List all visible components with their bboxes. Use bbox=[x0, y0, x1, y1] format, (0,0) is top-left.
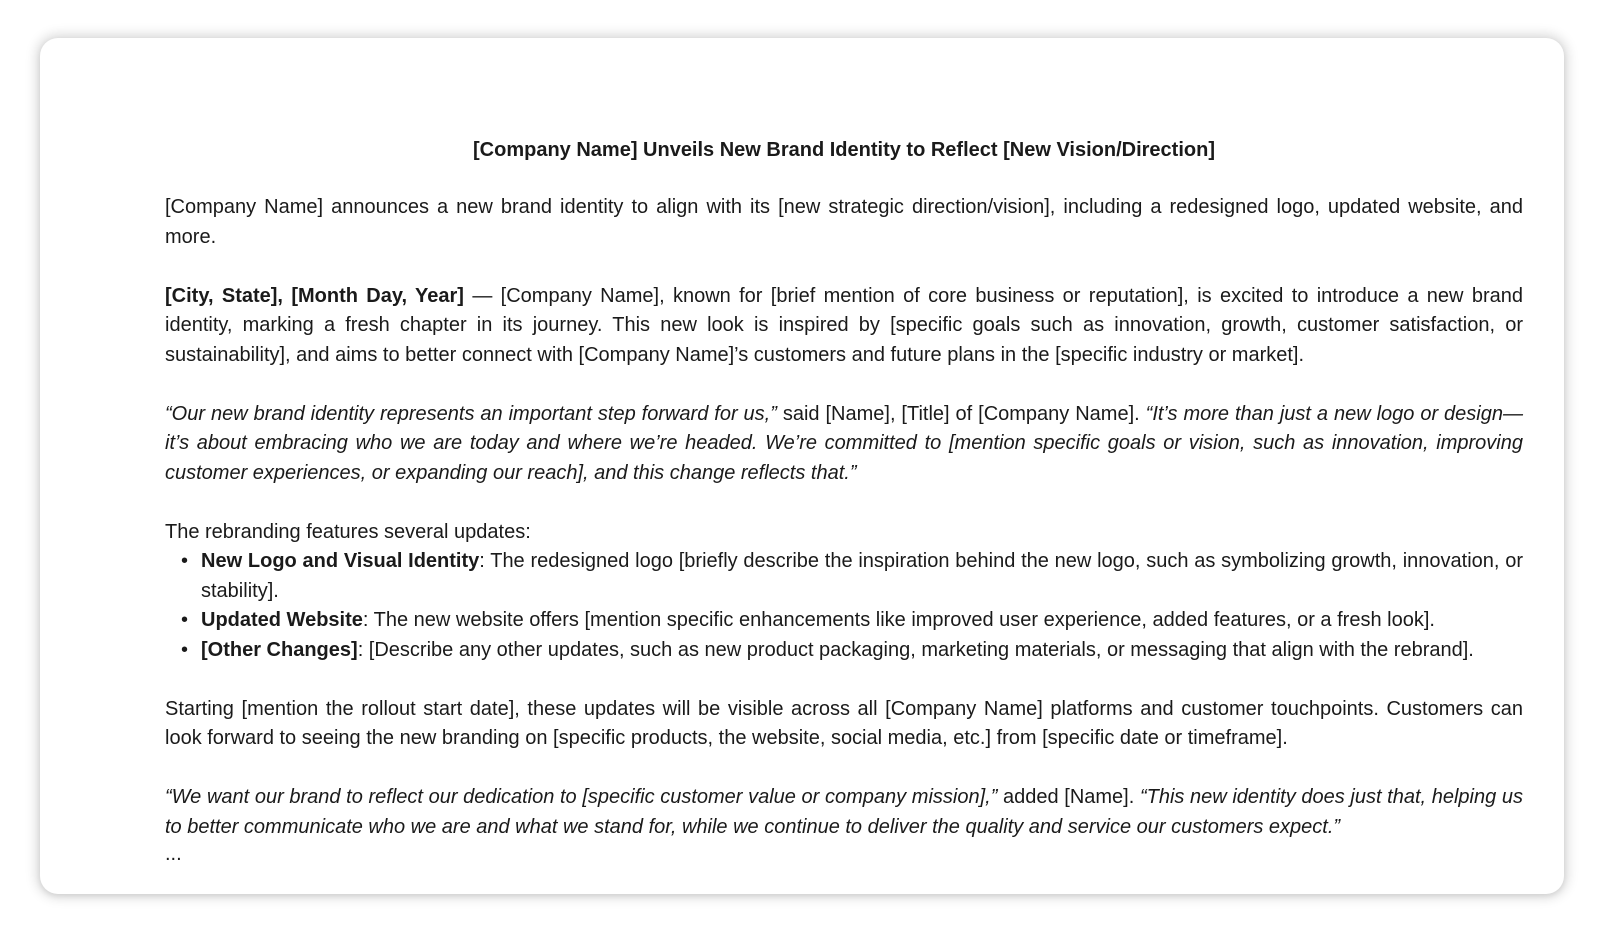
update-text: : The redesigned logo [briefly describe the inspiration behind the new logo, such as symbolizing growth, innovation, or stability]. bbox=[201, 550, 1523, 602]
press-release-document bbox=[165, 136, 1523, 866]
list-item bbox=[201, 547, 1523, 606]
intro-paragraph bbox=[165, 282, 1523, 371]
quote-2-open: “We want our brand to reflect our dedication to [specific customer value or company mission],” bbox=[165, 786, 998, 808]
continuation-ellipsis: ... bbox=[165, 843, 182, 865]
update-text: : The new website offers [mention specific enhancements like improved user experience, added features, or a fresh look]. bbox=[362, 609, 1435, 631]
list-item bbox=[201, 606, 1523, 636]
quote-1-open: “Our new brand identity represents an important step forward for us,” bbox=[165, 402, 777, 425]
update-text: : [Describe any other updates, such as new product packaging, marketing materials, or messaging that align with the rebrand]. bbox=[357, 638, 1474, 661]
updates-intro: The rebranding features several updates: bbox=[165, 520, 531, 543]
quote-2-attribution: added [Name]. bbox=[997, 786, 1140, 808]
update-label: Updated Website bbox=[201, 609, 363, 631]
rollout-paragraph: Starting [mention the rollout start date], these updates will be visible across all [Company Name] platforms and customer touchpoints. Customers can look forward to seeing the new branding on [specific products, the website, social media, etc.] from [specific date or timeframe]. bbox=[165, 697, 1523, 749]
dateline: [City, State], [Month Day, Year] bbox=[165, 284, 464, 307]
document-card bbox=[40, 38, 1564, 894]
document-title: [Company Name] Unveils New Brand Identity to Reflect [New Vision/Direction] bbox=[473, 139, 1215, 161]
update-label: [Other Changes] bbox=[201, 638, 358, 661]
quote-paragraph-1 bbox=[165, 400, 1523, 489]
intro-text: — [Company Name], known for [brief mention of core business or reputation], is excited to introduce a new brand identity, marking a fresh chapter in its journey. This new look is inspired by [specific goals such as innovation, growth, customer satisfaction, or sustainability], and aims to better connect with [Company Name]’s customers and future plans in the [specific industry or market]. bbox=[165, 284, 1523, 366]
summary-paragraph: [Company Name] announces a new brand identity to align with its [new strategic direction/vision], including a redesigned logo, updated website, and more. bbox=[165, 196, 1523, 248]
quote-paragraph-2 bbox=[165, 783, 1523, 842]
quote-1-close: “It’s more than just a new logo or design—it’s about embracing who we are today and where we’re headed. We’re committed to [mention specific goals or vision, such as innovation, improving customer experiences, or expanding our reach], and this change reflects that.” bbox=[165, 402, 1523, 484]
updates-list bbox=[165, 547, 1523, 665]
list-item bbox=[201, 636, 1523, 666]
quote-1-attribution: said [Name], [Title] of [Company Name]. bbox=[776, 402, 1146, 425]
quote-2-close: “This new identity does just that, helping us to better communicate who we are and what we stand for, while we continue to deliver the quality and service our customers expect.” bbox=[165, 786, 1523, 838]
update-label: New Logo and Visual Identity bbox=[201, 550, 480, 572]
